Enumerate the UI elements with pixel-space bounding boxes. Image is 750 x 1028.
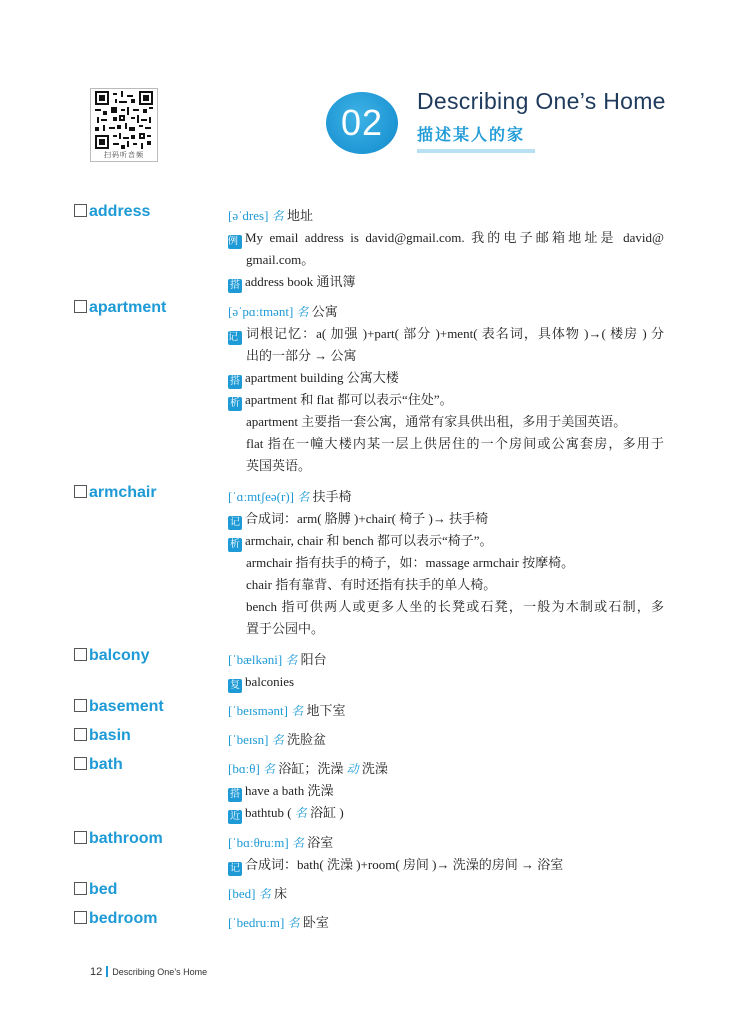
note-text: 合成词：bath( 洗澡 )+room( 房间 )→ 洗澡的房间 → 浴室 [245, 857, 564, 872]
headword-text: bath [89, 756, 123, 773]
note-text: bathtub ( [245, 805, 292, 820]
definitions [228, 205, 664, 293]
note-text: 置于公园中。 [246, 621, 325, 636]
phonetic: [bed] [228, 886, 256, 901]
note-line [228, 227, 664, 249]
continuation-line [228, 618, 664, 640]
pronunciation-line [228, 758, 664, 780]
phonetic: [ˈbeɪsmənt] [228, 703, 288, 718]
note-text: 浴缸 ) [310, 805, 344, 820]
headword [74, 203, 150, 221]
continuation-line [228, 455, 664, 477]
checkbox-icon[interactable] [74, 831, 87, 844]
continuation-line [228, 433, 664, 455]
note-text: apartment 和 flat 都可以表示“住处”。 [245, 392, 453, 407]
note-badge-icon: 记 [230, 863, 240, 874]
note-badge-icon: 记 [230, 517, 240, 528]
unit-title-english: Describing One’s Home [417, 88, 666, 114]
note-line [228, 367, 664, 389]
note-badge-icon: 复 [230, 680, 240, 691]
headword-text: apartment [89, 299, 167, 316]
unit-title-chinese: 描述某人的家 [417, 125, 526, 144]
note-text: address book 通讯簿 [245, 274, 356, 289]
note-line [228, 671, 664, 693]
qr-code-image [95, 91, 153, 149]
phonetic: [əˈpɑːtmənt] [228, 304, 294, 319]
definitions [228, 832, 664, 876]
checkbox-icon[interactable] [74, 699, 87, 712]
meaning: 床 [273, 886, 287, 901]
note-text: apartment 主要指一套公寓，通常有家具供出租，多用于美国英语。 [246, 414, 627, 429]
headword [74, 830, 163, 848]
qr-code [90, 88, 158, 162]
checkbox-icon[interactable] [74, 485, 87, 498]
meaning: 浴室 [307, 835, 334, 850]
headword [74, 756, 123, 774]
note-line [228, 323, 664, 345]
phonetic: [bɑːθ] [228, 761, 260, 776]
meaning: 公寓 [311, 304, 338, 319]
page-footer [90, 966, 207, 978]
qr-caption: 扫码听音频 [104, 151, 144, 159]
pronunciation-line [228, 486, 664, 508]
part-of-speech: 名 [291, 836, 304, 850]
headword [74, 299, 166, 317]
definitions [228, 912, 664, 934]
headword [74, 881, 117, 899]
headword [74, 484, 157, 502]
pronunciation-line [228, 832, 664, 854]
note-badge-icon: 搭 [230, 280, 240, 291]
meaning: 浴缸；洗澡 [278, 761, 344, 776]
checkbox-icon[interactable] [74, 648, 87, 661]
note-text: apartment building 公寓大楼 [245, 370, 399, 385]
headword [74, 698, 164, 716]
part-of-speech: 名 [258, 887, 271, 901]
phonetic: [ˈbælkəni] [228, 652, 283, 667]
meaning: 地址 [286, 208, 313, 223]
note-text: chair 指有靠背、有时还指有扶手的单人椅。 [246, 577, 497, 592]
pronunciation-line [228, 301, 664, 323]
note-badge-icon: 例 [228, 235, 242, 249]
headword [74, 727, 131, 745]
continuation-line [228, 596, 664, 618]
headword-text: address [89, 203, 151, 220]
phonetic: [ˈbeɪsn] [228, 732, 269, 747]
checkbox-icon[interactable] [74, 882, 87, 895]
continuation-line [228, 249, 664, 271]
part-of-speech: 名 [285, 653, 298, 667]
running-title: Describing One’s Home [112, 967, 208, 977]
part-of-speech: 名 [294, 806, 307, 820]
pronunciation-line [228, 205, 664, 227]
definitions [228, 700, 664, 722]
note-line [228, 802, 664, 824]
note-badge-icon: 析 [230, 398, 240, 409]
note-text: have a bath 洗澡 [245, 783, 334, 798]
part-of-speech: 名 [271, 733, 284, 747]
note-text: bench 指可供两人或更多人坐的长凳或石凳，一般为木制或石制，多 [246, 599, 664, 614]
headword-text: bathroom [89, 830, 163, 847]
title-underline [417, 149, 535, 153]
headword-text: armchair [89, 484, 157, 501]
note-line [228, 854, 664, 876]
definitions [228, 301, 664, 477]
phonetic: [ˈɑːmtʃeə(r)] [228, 489, 294, 504]
checkbox-icon[interactable] [74, 300, 87, 313]
part-of-speech: 名 [287, 916, 300, 930]
phonetic: [ˈbedruːm] [228, 915, 285, 930]
meaning: 卧室 [302, 915, 329, 930]
continuation-line [228, 345, 664, 367]
definitions [228, 486, 664, 640]
definitions [228, 729, 664, 751]
checkbox-icon[interactable] [74, 911, 87, 924]
page-number: 12 [90, 966, 103, 978]
part-of-speech: 名 [296, 305, 309, 319]
definitions [228, 883, 664, 905]
note-text: 出的一部分 → 公寓 [246, 348, 357, 363]
note-line [228, 389, 664, 411]
note-badge-icon: 搭 [230, 376, 240, 387]
note-text: 英国英语。 [246, 458, 312, 473]
pronunciation-line [228, 729, 664, 751]
note-badge-icon: 析 [230, 539, 240, 550]
continuation-line [228, 552, 664, 574]
note-text: armchair, chair 和 bench 都可以表示“椅子”。 [245, 533, 493, 548]
note-line [228, 508, 664, 530]
pronunciation-line [228, 883, 664, 905]
note-badge-icon: 记 [228, 331, 242, 345]
checkbox-icon[interactable] [74, 757, 87, 770]
note-text: My email address is david@gmail.com. 我的电子邮箱地址是 david@ [245, 230, 664, 245]
meaning: 扶手椅 [312, 489, 352, 504]
part-of-speech: 动 [346, 762, 359, 776]
headword-text: basement [89, 698, 164, 715]
note-line [228, 780, 664, 802]
part-of-speech: 名 [263, 762, 276, 776]
note-text: 词根记忆：a( 加强 )+part( 部分 )+ment( 表名词，具体物 )→( 楼房 ) 分 [245, 326, 664, 341]
phonetic: [əˈdres] [228, 208, 269, 223]
definitions [228, 758, 664, 824]
pronunciation-line [228, 649, 664, 671]
note-badge-icon: 近 [230, 811, 240, 822]
unit-number-badge: 02 [326, 92, 398, 154]
pronunciation-line [228, 700, 664, 722]
headword-text: bed [89, 881, 118, 898]
part-of-speech: 名 [297, 490, 310, 504]
note-line [228, 271, 664, 293]
part-of-speech: 名 [291, 704, 304, 718]
note-text: 合成词：arm( 胳膊 )+chair( 椅子 )→ 扶手椅 [245, 511, 489, 526]
meaning: 洗澡 [361, 761, 388, 776]
headword-text: balcony [89, 647, 150, 664]
continuation-line [228, 574, 664, 596]
headword [74, 910, 157, 928]
meaning: 洗脸盆 [286, 732, 326, 747]
phonetic: [ˈbɑːθruːm] [228, 835, 289, 850]
continuation-line [228, 411, 664, 433]
headword-text: basin [89, 727, 131, 744]
headword [74, 647, 149, 665]
checkbox-icon[interactable] [74, 204, 87, 217]
note-text: flat 指在一幢大楼内某一层上供居住的一个房间或公寓套房，多用于 [246, 436, 664, 451]
pronunciation-line [228, 912, 664, 934]
footer-divider [106, 966, 108, 977]
meaning: 地下室 [306, 703, 346, 718]
headword-text: bedroom [89, 910, 158, 927]
note-text: balconies [245, 674, 295, 689]
definitions [228, 649, 664, 693]
note-badge-icon: 搭 [230, 789, 240, 800]
meaning: 阳台 [300, 652, 327, 667]
note-text: armchair 指有扶手的椅子，如：massage armchair 按摩椅。 [246, 555, 575, 570]
checkbox-icon[interactable] [74, 728, 87, 741]
note-text: gmail.com。 [246, 252, 315, 267]
part-of-speech: 名 [271, 209, 284, 223]
note-line [228, 530, 664, 552]
